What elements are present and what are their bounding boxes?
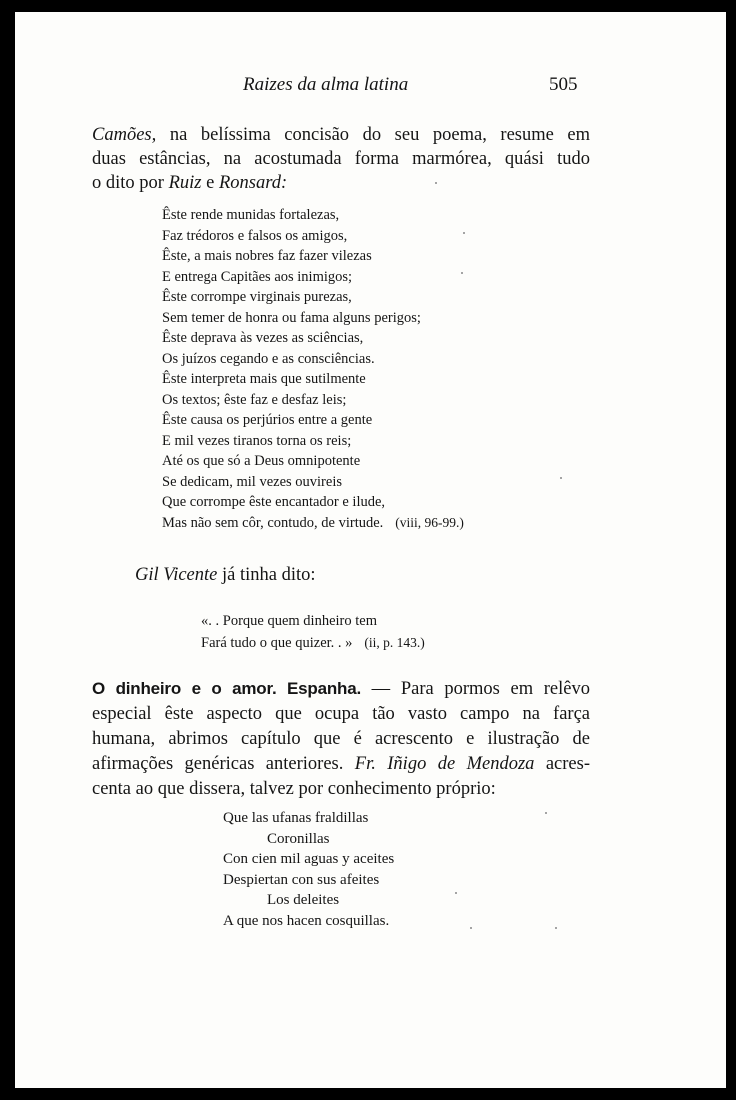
verse-line: Êste causa os perjúrios entre a gente: [162, 412, 373, 428]
author-mendoza: Fr. Iñigo de Mendoza: [354, 754, 535, 774]
section-line: humana, abrimos capítulo que é acrescento e ilustração de: [92, 729, 590, 749]
scan-speck: [461, 272, 463, 274]
citation: (viii, 96-99.): [395, 514, 464, 530]
verse-line: Até os que só a Deus omnipotente: [162, 453, 361, 469]
intro-paragraph: [92, 123, 590, 195]
verse-line: Êste interpreta mais que sutilmente: [162, 371, 366, 387]
section-text: — Para pormos em relêvo: [361, 679, 590, 699]
section-line: [92, 676, 590, 702]
verse-line: Sem temer de honra ou fama alguns perigos;: [162, 309, 421, 326]
running-title: Raizes da alma latina: [243, 74, 409, 95]
scan-speck: [555, 927, 557, 929]
intro-line: duas estâncias, na acostumada forma marmórea, quási tudo: [92, 149, 590, 169]
verse-line: Os textos; êste faz e desfaz leis;: [162, 391, 347, 408]
scan-speck: [470, 927, 472, 929]
verse-line: Los deleites: [267, 892, 340, 908]
verse-line: Êste, a mais nobres faz fazer vilezas: [162, 248, 372, 264]
intro-line: [92, 171, 590, 195]
gil-vicente-line: [135, 565, 316, 586]
author-camoes: Camões,: [92, 125, 157, 145]
verse-line: A que nos hacen cosquillas.: [223, 912, 390, 929]
intro-text: na belíssima concisão do seu poema, resume em: [156, 125, 590, 145]
scan-speck: [455, 892, 457, 894]
verse-line: Êste deprava às vezes as sciências,: [162, 330, 364, 346]
intro-text: e: [201, 173, 219, 193]
running-header: [15, 74, 726, 104]
verse-line: [162, 513, 464, 534]
verse-line: Que corrompe êste encantador e ilude,: [162, 494, 386, 510]
scan-speck: [435, 182, 437, 184]
author-ronsard: Ronsard: [218, 173, 281, 193]
section-heading: O dinheiro e o amor. Espanha.: [92, 679, 362, 698]
verse-line: E entrega Capitães aos inimigos;: [162, 268, 353, 285]
gil-vicente-quote: [201, 610, 425, 654]
scan-speck: [545, 812, 547, 814]
section-text: afirmações genéricas anteriores.: [92, 754, 355, 774]
page-number: 505: [549, 74, 578, 95]
intro-text: :: [280, 173, 288, 193]
author-gil-vicente: Gil Vicente: [135, 565, 218, 585]
section-line: centa ao que dissera, talvez por conhecimento próprio:: [92, 779, 496, 799]
stanza-camoes: [162, 205, 464, 533]
book-page: [15, 12, 726, 1088]
verse-line: Despiertan con sus afeites: [223, 871, 380, 888]
verse-line: Con cien mil aguas y aceites: [223, 851, 395, 867]
section-line: especial êste aspecto que ocupa tão vasto campo na farça: [92, 704, 590, 724]
section-line: [92, 752, 590, 777]
verse-line: Coronillas: [267, 830, 330, 847]
gil-text: já tinha dito:: [217, 565, 316, 585]
verse-line: «. . Porque quem dinheiro tem: [201, 613, 377, 629]
verse-text: Fará tudo o que quizer. . »: [201, 635, 353, 651]
verse-line: [201, 632, 425, 654]
verse-line: Êste corrompe virginais purezas,: [162, 289, 352, 305]
verse-line: Se dedicam, mil vezes ouvireis: [162, 473, 342, 490]
section-paragraph: [92, 676, 590, 802]
verse-line: Que las ufanas fraldillas: [223, 810, 369, 826]
verse-line: Êste rende munidas fortalezas,: [162, 207, 340, 223]
verse-line: Faz trédoros e falsos os amigos,: [162, 227, 348, 244]
citation: (ii, p. 143.): [364, 635, 425, 650]
verse-text: Mas não sem côr, contudo, de virtude.: [162, 514, 384, 531]
verse-line: E mil vezes tiranos torna os reis;: [162, 432, 352, 449]
stanza-mendoza: [223, 808, 394, 931]
intro-line: [92, 123, 590, 147]
author-ruiz: Ruiz: [168, 173, 202, 193]
intro-text: o dito por: [92, 173, 169, 193]
verse-line: Os juízos cegando e as consciências.: [162, 350, 375, 367]
scan-speck: [463, 232, 465, 234]
section-text: acres-: [534, 754, 590, 774]
scan-speck: [560, 477, 562, 479]
